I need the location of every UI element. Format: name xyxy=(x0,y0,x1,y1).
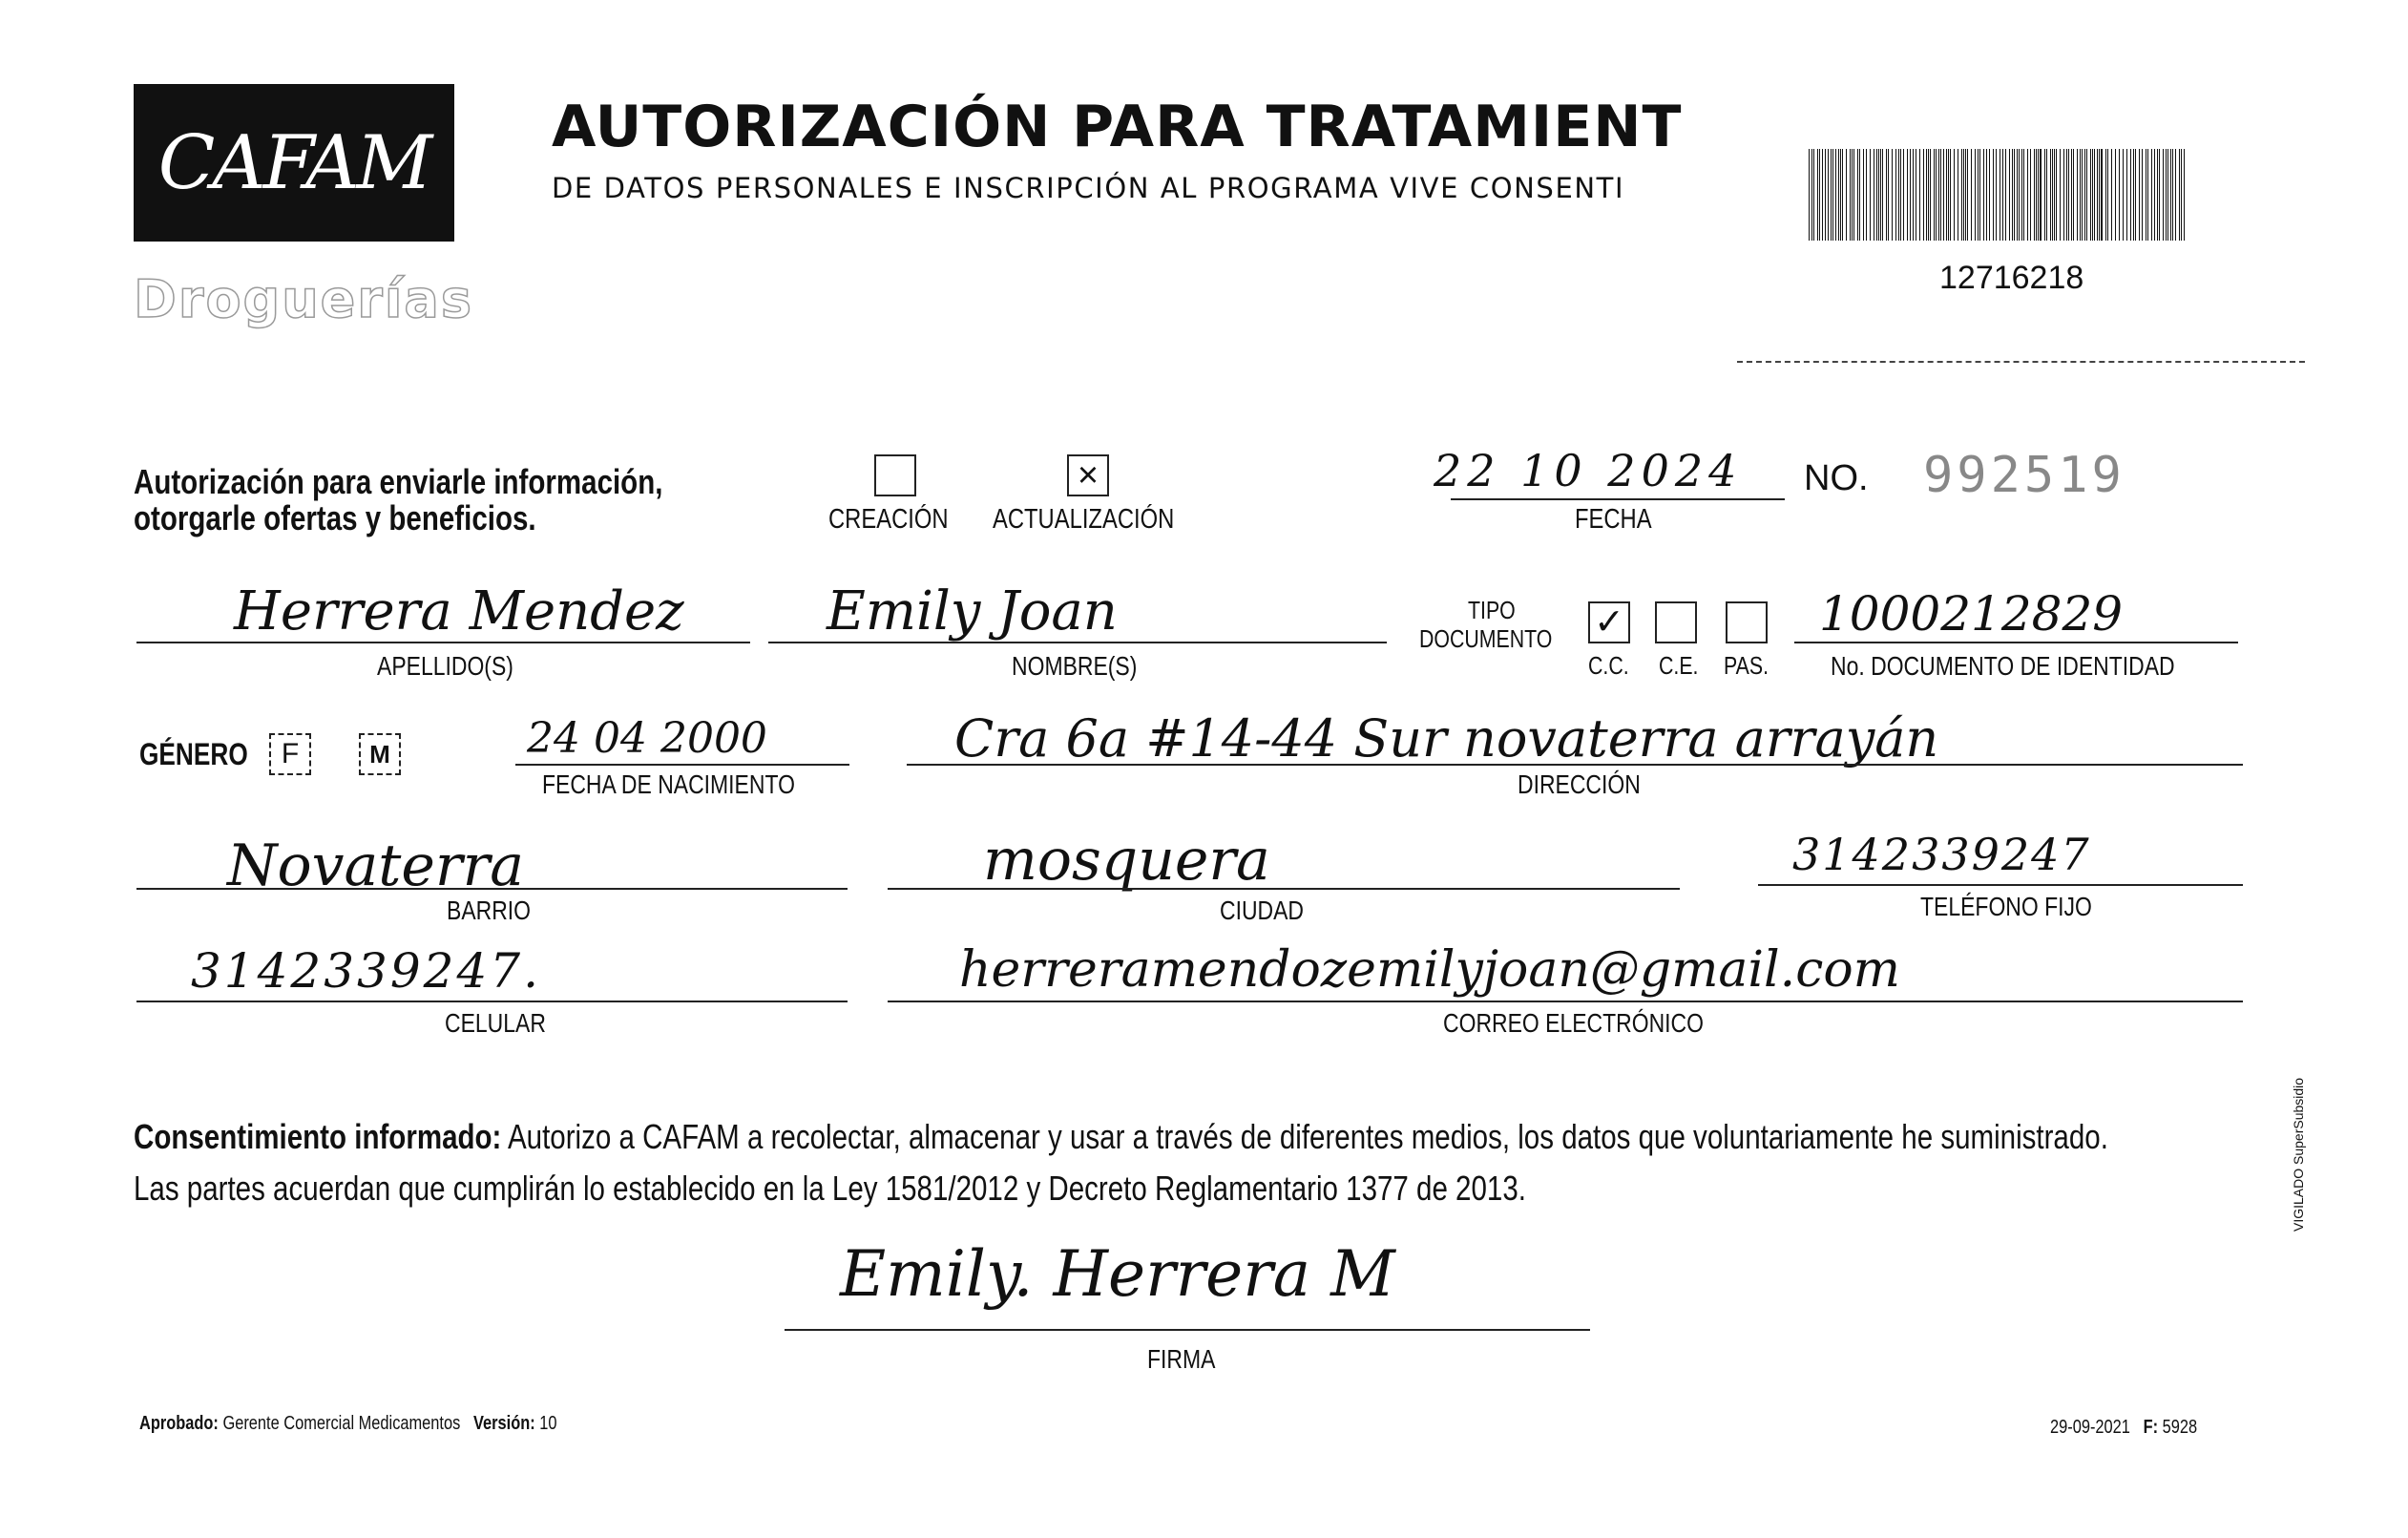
barcode-bar xyxy=(2030,149,2031,241)
barcode-bar xyxy=(1863,149,1864,241)
barcode-bar xyxy=(2123,149,2124,241)
barcode-bar xyxy=(2056,149,2057,241)
barcode-bar xyxy=(2077,149,2078,241)
barcode-bar xyxy=(1828,149,1829,241)
no-label: NO. xyxy=(1804,458,1869,498)
genero-m-checkbox[interactable]: M xyxy=(359,733,401,775)
correo-line xyxy=(888,1001,2243,1002)
barcode-bar xyxy=(2184,149,2185,241)
barcode-bar xyxy=(1907,149,1908,241)
form-title: AUTORIZACIÓN PARA TRATAMIENT xyxy=(552,94,1683,160)
barcode-bar xyxy=(1835,149,1836,241)
barcode-bar xyxy=(1857,149,1858,241)
barcode-bar xyxy=(2097,149,2098,241)
barcode-bar xyxy=(1989,149,1990,241)
barcode-bar xyxy=(2090,149,2091,241)
barcode-bar xyxy=(1946,149,1947,241)
barcode-bar xyxy=(2082,149,2083,241)
barcode-bar xyxy=(1822,149,1823,241)
barcode-bar xyxy=(1910,149,1911,241)
barcode-bar xyxy=(1975,149,1976,241)
barcode-bar xyxy=(2154,149,2155,241)
barcode-bar xyxy=(2105,149,2106,241)
signature-line xyxy=(785,1329,1590,1331)
barcode-bar xyxy=(2166,149,2167,241)
form-number: 992519 xyxy=(1923,447,2125,504)
documento-value[interactable]: 1000212829 xyxy=(1819,586,2124,642)
barcode-bar xyxy=(1859,149,1860,241)
consent-line-2: Las partes acuerdan que cumplirán lo establecido en la Ley 1581/2012 y Decreto Reglamentario 1377 de 2013. xyxy=(134,1169,1526,1208)
barcode-bar xyxy=(2040,149,2042,241)
documento-label: No. DOCUMENTO DE IDENTIDAD xyxy=(1831,651,2175,681)
celular-label: CELULAR xyxy=(445,1008,546,1038)
barcode-bar xyxy=(1876,149,1877,241)
genero-f-checkbox[interactable]: F xyxy=(269,733,311,775)
barcode-bar xyxy=(2066,149,2067,241)
barcode-bar xyxy=(2175,149,2176,241)
consent-bold: Consentimiento informado: xyxy=(134,1117,502,1156)
barcode-bar xyxy=(1842,149,1843,241)
barcode-bar xyxy=(2084,149,2085,241)
barcode-bar xyxy=(2068,149,2069,241)
barcode-bar xyxy=(2060,149,2061,241)
barcode-bar xyxy=(1913,149,1914,241)
barcode-bar xyxy=(2092,149,2093,241)
barcode-number: 12716218 xyxy=(1939,260,2084,296)
barcode-bar xyxy=(2021,149,2022,241)
tipo-ce-checkbox[interactable] xyxy=(1655,601,1697,643)
barcode-bar xyxy=(2046,149,2047,241)
barcode-bar xyxy=(1895,149,1896,241)
barcode-bar xyxy=(1878,149,1879,241)
telefono-label: TELÉFONO FIJO xyxy=(1920,892,2092,921)
barcode-bar xyxy=(2034,149,2035,241)
barcode-bar xyxy=(1965,149,1966,241)
barcode-bar xyxy=(1850,149,1851,241)
barcode-bar xyxy=(1943,149,1944,241)
form-subtitle: DE DATOS PERSONALES E INSCRIPCIÓN AL PROGRAMA VIVE CONSENTI xyxy=(552,172,1625,204)
vigilado-supersubsidio-text: VIGILADO SuperSubsidio xyxy=(2291,1077,2306,1232)
barcode-bar xyxy=(2115,149,2116,241)
barcode-bar xyxy=(1928,149,1929,241)
signature-label: FIRMA xyxy=(1147,1344,1216,1374)
barcode-bar xyxy=(1963,149,1964,241)
consent-line-1: Autorizo a CAFAM a recolectar, almacenar y usar a través de diferentes medios, los datos que voluntariamente he suministrado. xyxy=(501,1117,2108,1156)
barcode-bar xyxy=(1978,149,1979,241)
barcode-bar xyxy=(2142,149,2143,241)
correo-label: CORREO ELECTRÓNICO xyxy=(1443,1008,1705,1038)
barcode-bar xyxy=(2054,149,2055,241)
fecha-value[interactable]: 22 10 2024 xyxy=(1434,445,1743,496)
barcode-bar xyxy=(1838,149,1839,241)
version-value: 10 xyxy=(539,1413,557,1434)
barcode-bar xyxy=(2101,149,2103,241)
barrio-label: BARRIO xyxy=(447,895,532,925)
nacimiento-label: FECHA DE NACIMIENTO xyxy=(542,769,795,799)
barcode-bar xyxy=(2005,149,2006,241)
barcode-bar xyxy=(1809,149,1810,241)
barcode-bar xyxy=(1892,149,1893,241)
barcode-bar xyxy=(2170,149,2171,241)
apellidos-line xyxy=(136,642,750,643)
barcode-bar xyxy=(2023,149,2024,241)
barcode-bar xyxy=(2167,149,2168,241)
barcode-bar xyxy=(1971,149,1972,241)
barcode-bar xyxy=(1813,149,1814,241)
barcode-bar xyxy=(2130,149,2131,241)
nombres-line xyxy=(768,642,1387,643)
ciudad-line xyxy=(888,888,1680,890)
barcode-bar xyxy=(1900,149,1901,241)
barcode-bar xyxy=(1926,149,1927,241)
barcode-bar xyxy=(1886,149,1887,241)
tipo-cc-checkbox[interactable]: ✓ xyxy=(1588,601,1630,643)
barcode-icon xyxy=(1809,149,2190,241)
barcode-bar xyxy=(2157,149,2158,241)
nombres-label: NOMBRE(S) xyxy=(1012,651,1138,681)
barcode-bar xyxy=(1936,149,1937,241)
nacimiento-value[interactable]: 24 04 2000 xyxy=(527,714,767,763)
barcode-bar xyxy=(2019,149,2020,241)
barcode-bar xyxy=(2002,149,2003,241)
barcode-bar xyxy=(1819,149,1820,241)
tipo-ce-label: C.E. xyxy=(1659,651,1699,680)
tipo-label-2: DOCUMENTO xyxy=(1419,624,1553,653)
ciudad-label: CIUDAD xyxy=(1220,895,1305,925)
barcode-bar xyxy=(1882,149,1883,241)
tipo-pas-checkbox[interactable] xyxy=(1726,601,1768,643)
consent-paragraph-1 xyxy=(134,1117,2108,1157)
barcode-bar xyxy=(1870,149,1871,241)
barcode-bar xyxy=(2159,149,2160,241)
form-code-label: F: xyxy=(2143,1417,2159,1438)
barcode-bar xyxy=(1938,149,1939,241)
telefono-line xyxy=(1758,884,2243,886)
barcode-bar xyxy=(2147,149,2148,241)
direccion-value[interactable]: Cra 6a #14-44 Sur novaterra arrayán xyxy=(954,708,1939,769)
barcode-bar xyxy=(1967,149,1968,241)
barcode-bar xyxy=(2063,149,2064,241)
barcode-bar xyxy=(2014,149,2015,241)
barcode-bar xyxy=(2027,149,2028,241)
nacimiento-line xyxy=(515,764,849,766)
divider xyxy=(1737,361,2305,363)
barcode-bar xyxy=(2172,149,2173,241)
barcode-bar xyxy=(2017,149,2018,241)
barcode-bar xyxy=(1934,149,1935,241)
tipo-cc-label: C.C. xyxy=(1588,651,1629,680)
apellidos-label: APELLIDO(S) xyxy=(377,651,513,681)
aprobado-value: Gerente Comercial Medicamentos xyxy=(222,1413,461,1434)
fecha-label: FECHA xyxy=(1575,504,1652,535)
barcode-bar xyxy=(1898,149,1899,241)
barcode-bar xyxy=(1948,149,1949,241)
barcode-bar xyxy=(2071,149,2072,241)
footer-date: 29-09-2021 xyxy=(2050,1417,2130,1438)
barcode-bar xyxy=(1996,149,1997,241)
authorization-text-1: Autorización para enviarle información, xyxy=(134,462,663,501)
barcode-bar xyxy=(2099,149,2100,241)
aprobado-label: Aprobado: xyxy=(139,1413,219,1434)
barcode-bar xyxy=(1993,149,1994,241)
barcode-bar xyxy=(1983,149,1984,241)
actualizacion-checkbox[interactable]: × xyxy=(1067,454,1109,496)
creacion-label: CREACIÓN xyxy=(828,504,949,535)
barcode-bar xyxy=(1825,149,1826,241)
barcode-bar xyxy=(1817,149,1818,241)
authorization-text-2: otorgarle ofertas y beneficios. xyxy=(134,498,536,537)
barcode-bar xyxy=(2038,149,2039,241)
actualizacion-label: ACTUALIZACIÓN xyxy=(993,504,1175,535)
barcode-bar xyxy=(1811,149,1812,241)
footer-aprobado xyxy=(139,1413,556,1435)
barcode-bar xyxy=(1853,149,1854,241)
barrio-line xyxy=(136,888,848,890)
barcode-bar xyxy=(2012,149,2013,241)
genero-label: GÉNERO xyxy=(139,737,248,771)
barcode-bar xyxy=(2139,149,2140,241)
apellidos-value[interactable]: Herrera Mendez xyxy=(234,580,684,643)
barcode-bar xyxy=(2073,149,2074,241)
barcode-bar xyxy=(1954,149,1955,241)
barcode-bar xyxy=(2163,149,2164,241)
nombres-value[interactable]: Emily Joan xyxy=(827,580,1118,643)
barcode-bar xyxy=(2151,149,2152,241)
tipo-label-1: TIPO xyxy=(1468,596,1516,624)
barcode-bar xyxy=(1919,149,1920,241)
telefono-value[interactable]: 3142339247 xyxy=(1792,829,2091,880)
barcode-bar xyxy=(1846,149,1847,241)
barcode-bar xyxy=(1950,149,1951,241)
barcode-bar xyxy=(1852,149,1853,241)
fecha-line xyxy=(1451,498,1785,500)
barcode-bar xyxy=(2111,149,2112,241)
barcode-bar xyxy=(2080,149,2081,241)
version-label: Versión: xyxy=(472,1413,535,1434)
barcode-bar xyxy=(2044,149,2045,241)
barcode-bar xyxy=(1930,149,1931,241)
barcode-bar xyxy=(2133,149,2134,241)
correo-value[interactable]: herreramendozemilyjoan@gmail.com xyxy=(959,941,1900,999)
barcode-bar xyxy=(1880,149,1881,241)
barcode-bar xyxy=(1986,149,1987,241)
barcode-bar xyxy=(2050,149,2051,241)
barcode-bar xyxy=(1940,149,1941,241)
direccion-line xyxy=(907,764,2243,766)
footer-right xyxy=(2050,1417,2197,1439)
barcode-bar xyxy=(2126,149,2127,241)
drogerias-logo-text: Droguerías xyxy=(134,269,473,329)
ciudad-value[interactable]: mosquera xyxy=(983,827,1270,894)
barcode-bar xyxy=(1832,149,1833,241)
barcode-bar xyxy=(2094,149,2095,241)
barcode-bar xyxy=(1888,149,1889,241)
barcode-bar xyxy=(2036,149,2037,241)
barcode-bar xyxy=(1923,149,1924,241)
barcode-bar xyxy=(2052,149,2053,241)
barcode-bar xyxy=(2181,149,2182,241)
barcode-bar xyxy=(1961,149,1962,241)
direccion-label: DIRECCIÓN xyxy=(1518,769,1641,799)
barcode-bar xyxy=(1866,149,1867,241)
celular-line xyxy=(136,1001,848,1002)
tipo-pas-label: PAS. xyxy=(1724,651,1769,680)
barcode-bar xyxy=(2135,149,2136,241)
barcode-bar xyxy=(1840,149,1841,241)
barcode-bar xyxy=(1831,149,1832,241)
documento-line xyxy=(1794,642,2238,643)
barcode-bar xyxy=(2009,149,2010,241)
barcode-bar xyxy=(2086,149,2087,241)
barcode-bar xyxy=(1903,149,1904,241)
barrio-value[interactable]: Novaterra xyxy=(227,832,525,899)
barcode-bar xyxy=(2119,149,2120,241)
barcode-bar xyxy=(1979,149,1980,241)
barcode-bar xyxy=(2107,149,2108,241)
signature-value[interactable]: Emily. Herrera M xyxy=(840,1237,1395,1311)
barcode-bar xyxy=(2179,149,2180,241)
form-code-value: 5928 xyxy=(2162,1417,2198,1438)
creacion-checkbox[interactable] xyxy=(874,454,916,496)
celular-value[interactable]: 3142339247. xyxy=(191,943,542,999)
cafam-logo: CAFAM xyxy=(157,119,430,206)
